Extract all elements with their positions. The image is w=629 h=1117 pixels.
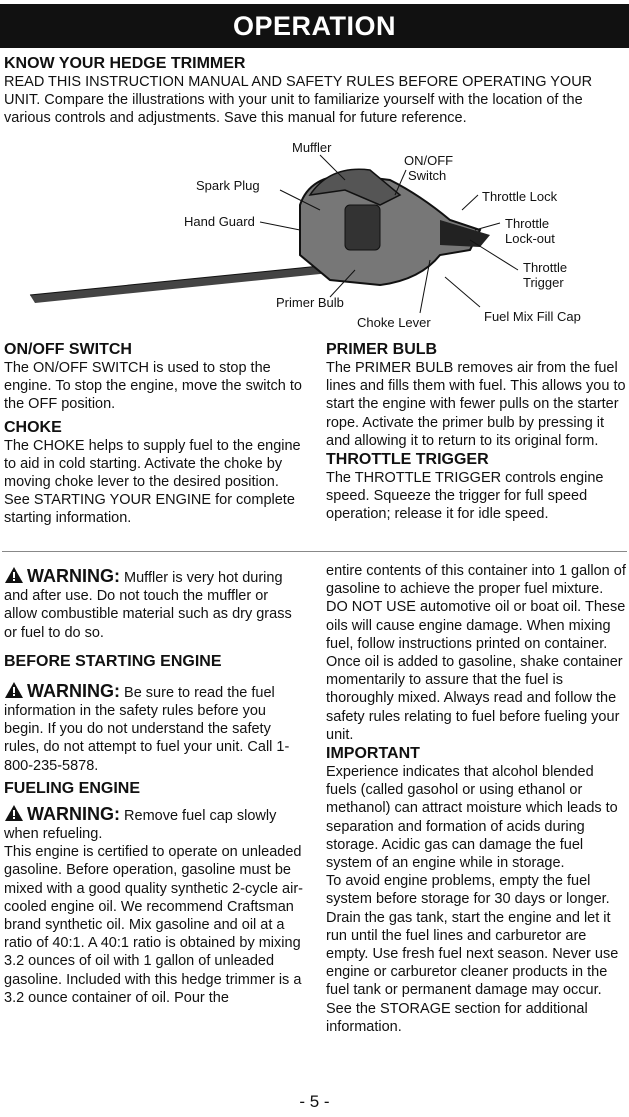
- warning-muffler: [4, 566, 304, 642]
- label-fuel-cap: Fuel Mix Fill Cap: [484, 309, 581, 324]
- trimmer-body: [300, 169, 490, 285]
- page-number: - 5 -: [299, 1092, 330, 1111]
- warning-label: WARNING:: [27, 680, 120, 701]
- hedge-trimmer-illustration: [0, 135, 629, 335]
- label-throttle-trigger-1: Throttle: [523, 260, 568, 275]
- throttle-text: The THROTTLE TRIGGER controls engine speed. Squeeze the trigger for full speed operation; release it for idle speed.: [326, 470, 604, 523]
- primer-text: The PRIMER BULB removes air from the fuel lines and fills them with fuel. This allows you to start the engine with fewer pulls on the starter rope. Activate the primer bulb by pressing it and allowing it to return to its original form.: [326, 360, 626, 449]
- warning-icon: [4, 681, 24, 699]
- warning-fuel-info-text: Be sure to read the fuel information in the safety rules before you begin. If you do not understand the safety rules, do not attempt to fuel your unit. Call 1-800-235-5878.: [4, 684, 290, 774]
- warning-icon: [4, 566, 24, 584]
- label-primer-bulb: Primer Bulb: [276, 295, 344, 310]
- label-onoff-1: ON/OFF: [404, 153, 454, 168]
- warning-icon: [4, 804, 24, 822]
- warning-muffler-text: Muffler is very hot during and after use. Do not touch the muffler or allow combustible material such as dry grass or fuel to do so.: [4, 570, 292, 641]
- choke-heading: CHOKE: [4, 418, 62, 436]
- intro-heading: KNOW YOUR HEDGE TRIMMER: [4, 55, 246, 72]
- label-onoff-2: Switch: [408, 168, 447, 183]
- warning-label: WARNING:: [27, 566, 120, 586]
- label-hand-guard: Hand Guard: [184, 214, 255, 229]
- warning-label: WARNING:: [27, 803, 120, 824]
- fueling-text-2: entire contents of this container into 1 gallon of gasoline to achieve the proper fuel mixture. DO NOT USE automotive oil or boat oil. These oils will cause engine damage. When mixing fuel, follow instructions printed on container. Once oil is added to gasoline, shake container momentarily to assure that the fuel is thoroughly mixed. Always read and follow the safety rules relating to fuel before fueling your unit.: [326, 563, 626, 743]
- right-column-top: [326, 340, 626, 524]
- choke-text: The CHOKE helps to supply fuel to the engine to aid in cold starting. Activate the choke by moving choke lever to the desired position. See STARTING YOUR ENGINE for complete starting information.: [4, 437, 301, 527]
- fueling-heading: FUELING ENGINE: [4, 779, 141, 797]
- label-spark-plug: Spark Plug: [196, 178, 260, 193]
- label-throttle-lockout-2: Lock-out: [505, 231, 555, 246]
- warning-fuel-info: [4, 681, 304, 775]
- intro-section: [4, 54, 624, 128]
- intro-text: READ THIS INSTRUCTION MANUAL AND SAFETY RULES BEFORE OPERATING YOUR UNIT. Compare the illustrations with your unit to familiarize yourself with the location of the various controls and adjustments. Save this manual for future reference.: [4, 74, 593, 127]
- section-divider: [2, 551, 627, 552]
- primer-heading: PRIMER BULB: [326, 341, 438, 358]
- before-starting-heading: BEFORE STARTING ENGINE: [4, 652, 222, 670]
- fueling-text-1: This engine is certified to operate on unleaded gasoline. Before operation, gasoline must be mixed with a good quality synthetic 2-cycle air-cooled engine oil. We recommend Craftsman brand synthetic oil. Mix gasoline and oil at a ratio of 40:1. A 40:1 ratio is obtained by mixing 3.2 ounces of oil with 1 gallon of unleaded gasoline. Included with this hedge trimmer is a 3.2 ounce container of oil. Pour the: [4, 844, 303, 1006]
- important-text-1: Experience indicates that alcohol blended fuels (called gasohol or using ethanol or methanol) can attract moisture which leads to separation and formation of acids during storage. Acidic gas can damage the fuel system of an engine while in storage.: [326, 764, 618, 872]
- throttle-heading: THROTTLE TRIGGER: [326, 451, 489, 469]
- onoff-text: The ON/OFF SWITCH is used to stop the engine. To stop the engine, move the switch to the OFF position.: [4, 360, 302, 413]
- label-throttle-trigger-2: Trigger: [523, 275, 564, 290]
- label-choke-lever: Choke Lever: [357, 315, 431, 330]
- label-throttle-lockout-1: Throttle: [505, 216, 550, 231]
- right-column-bottom: [326, 562, 626, 1036]
- left-column-bottom: [4, 566, 304, 1007]
- page-banner: OPERATION: [0, 4, 629, 48]
- important-text-2: To avoid engine problems, empty the fuel system before storage for 30 days or longer. Drain the gas tank, start the engine and let it run until the fuel lines and carburetor are empty. Use fresh fuel next season. Never use engine or carburetor cleaner products in the fuel tank or permanent damage may occur. See the STORAGE section for additional information.: [326, 873, 619, 1035]
- warning-fuel-cap-text: Remove fuel cap slowly when refueling.: [4, 807, 277, 843]
- important-heading: IMPORTANT: [326, 745, 420, 763]
- label-throttle-lock: Throttle Lock: [482, 189, 558, 204]
- warning-fuel-cap: [4, 804, 304, 843]
- left-column-top: [4, 340, 304, 528]
- label-muffler: Muffler: [292, 140, 332, 155]
- onoff-heading: ON/OFF SWITCH: [4, 341, 132, 358]
